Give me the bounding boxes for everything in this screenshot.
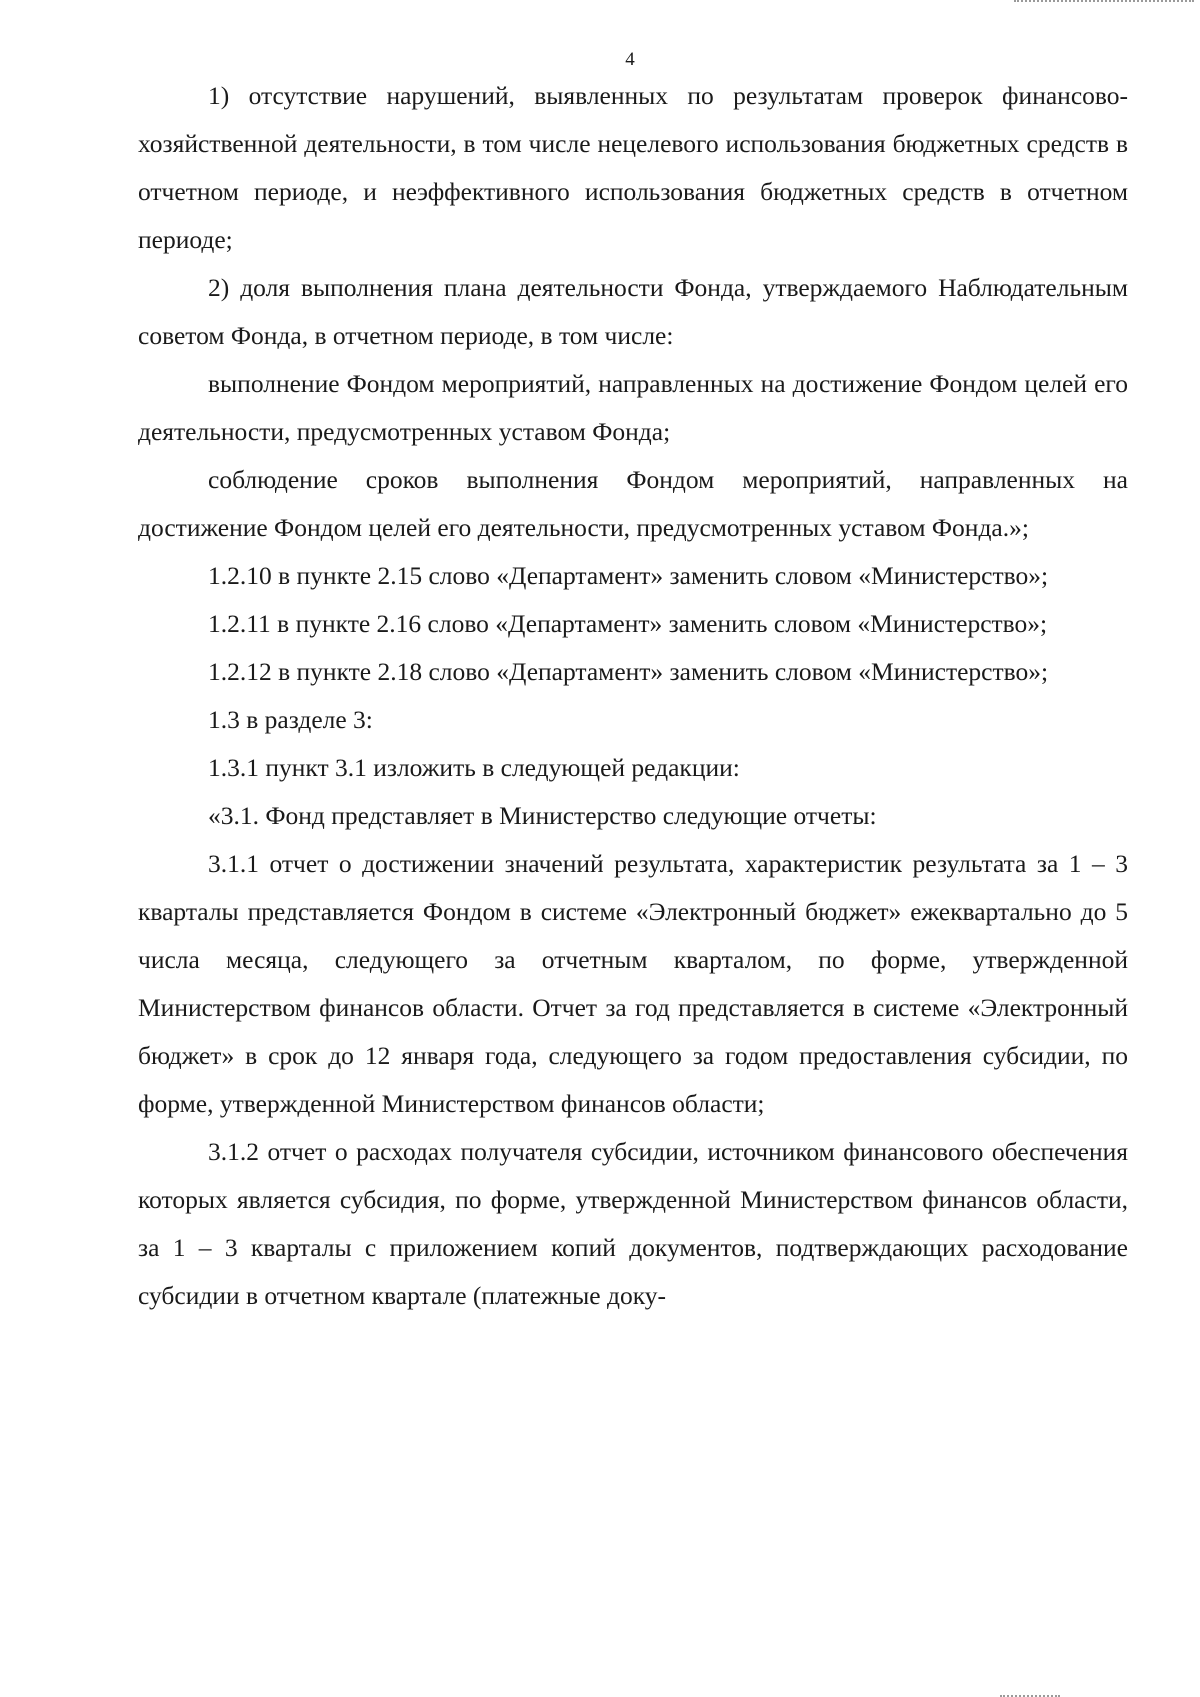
paragraph-item-2: 2) доля выполнения плана деятельности Фонда, утверждаемого Наблюдательным советом Фонда, в отчетном периоде, в том числе:: [138, 273, 1128, 350]
paragraph-deadlines: соблюдение сроков выполнения Фондом мероприятий, направленных на достижение Фондом целей его деятельности, предусмотренных уставом Фонда.»;: [138, 465, 1128, 542]
paragraph-1-3-1: 1.3.1 пункт 3.1 изложить в следующей редакции:: [208, 753, 740, 782]
scan-edge-mark-bottom: [1000, 1685, 1060, 1697]
paragraph-1-2-10: 1.2.10 в пункте 2.15 слово «Департамент» заменить словом «Министерство»;: [208, 561, 1049, 590]
page-number: 4: [625, 49, 635, 70]
paragraph-3-1-1: 3.1.1 отчет о достижении значений результата, характеристик результата за 1 – 3 кварталы представляется Фондом в системе «Электронный бюджет» ежеквартально до 5 числа месяца, следующего за отчетным кварталом, по форме, утвержденной Министерством финансов области. Отчет за год представляется в системе «Электронный бюджет» в срок до 12 января года, следующего за годом предоставления субсидии, по форме, утвержденной Министерством финансов области;: [138, 849, 1128, 1118]
scan-edge-mark: [1014, 0, 1194, 8]
paragraph-1-2-11: 1.2.11 в пункте 2.16 слово «Департамент» заменить словом «Министерство»;: [208, 609, 1048, 638]
paragraph-activities: выполнение Фондом мероприятий, направленных на достижение Фондом целей его деятельности, предусмотренных уставом Фонда;: [138, 369, 1128, 446]
document-body: [138, 72, 1128, 1320]
paragraph-1-3: 1.3 в разделе 3:: [208, 705, 373, 734]
paragraph-1-2-12: 1.2.12 в пункте 2.18 слово «Департамент» заменить словом «Министерство»;: [208, 657, 1049, 686]
paragraph-3-1-2: 3.1.2 отчет о расходах получателя субсидии, источником финансового обеспечения которых является субсидия, по форме, утвержденной Министерством финансов области, за 1 – 3 кварталы с приложением копий документов, подтверждающих расходование субсидии в отчетном квартале (платежные доку-: [138, 1137, 1128, 1310]
paragraph-item-1: 1) отсутствие нарушений, выявленных по результатам проверок финансово-хозяйственной деятельности, в том числе нецелевого использования бюджетных средств в отчетном периоде, и неэффективного использования бюджетных средств в отчетном периоде;: [138, 81, 1128, 254]
paragraph-3-1: «3.1. Фонд представляет в Министерство следующие отчеты:: [208, 801, 877, 830]
